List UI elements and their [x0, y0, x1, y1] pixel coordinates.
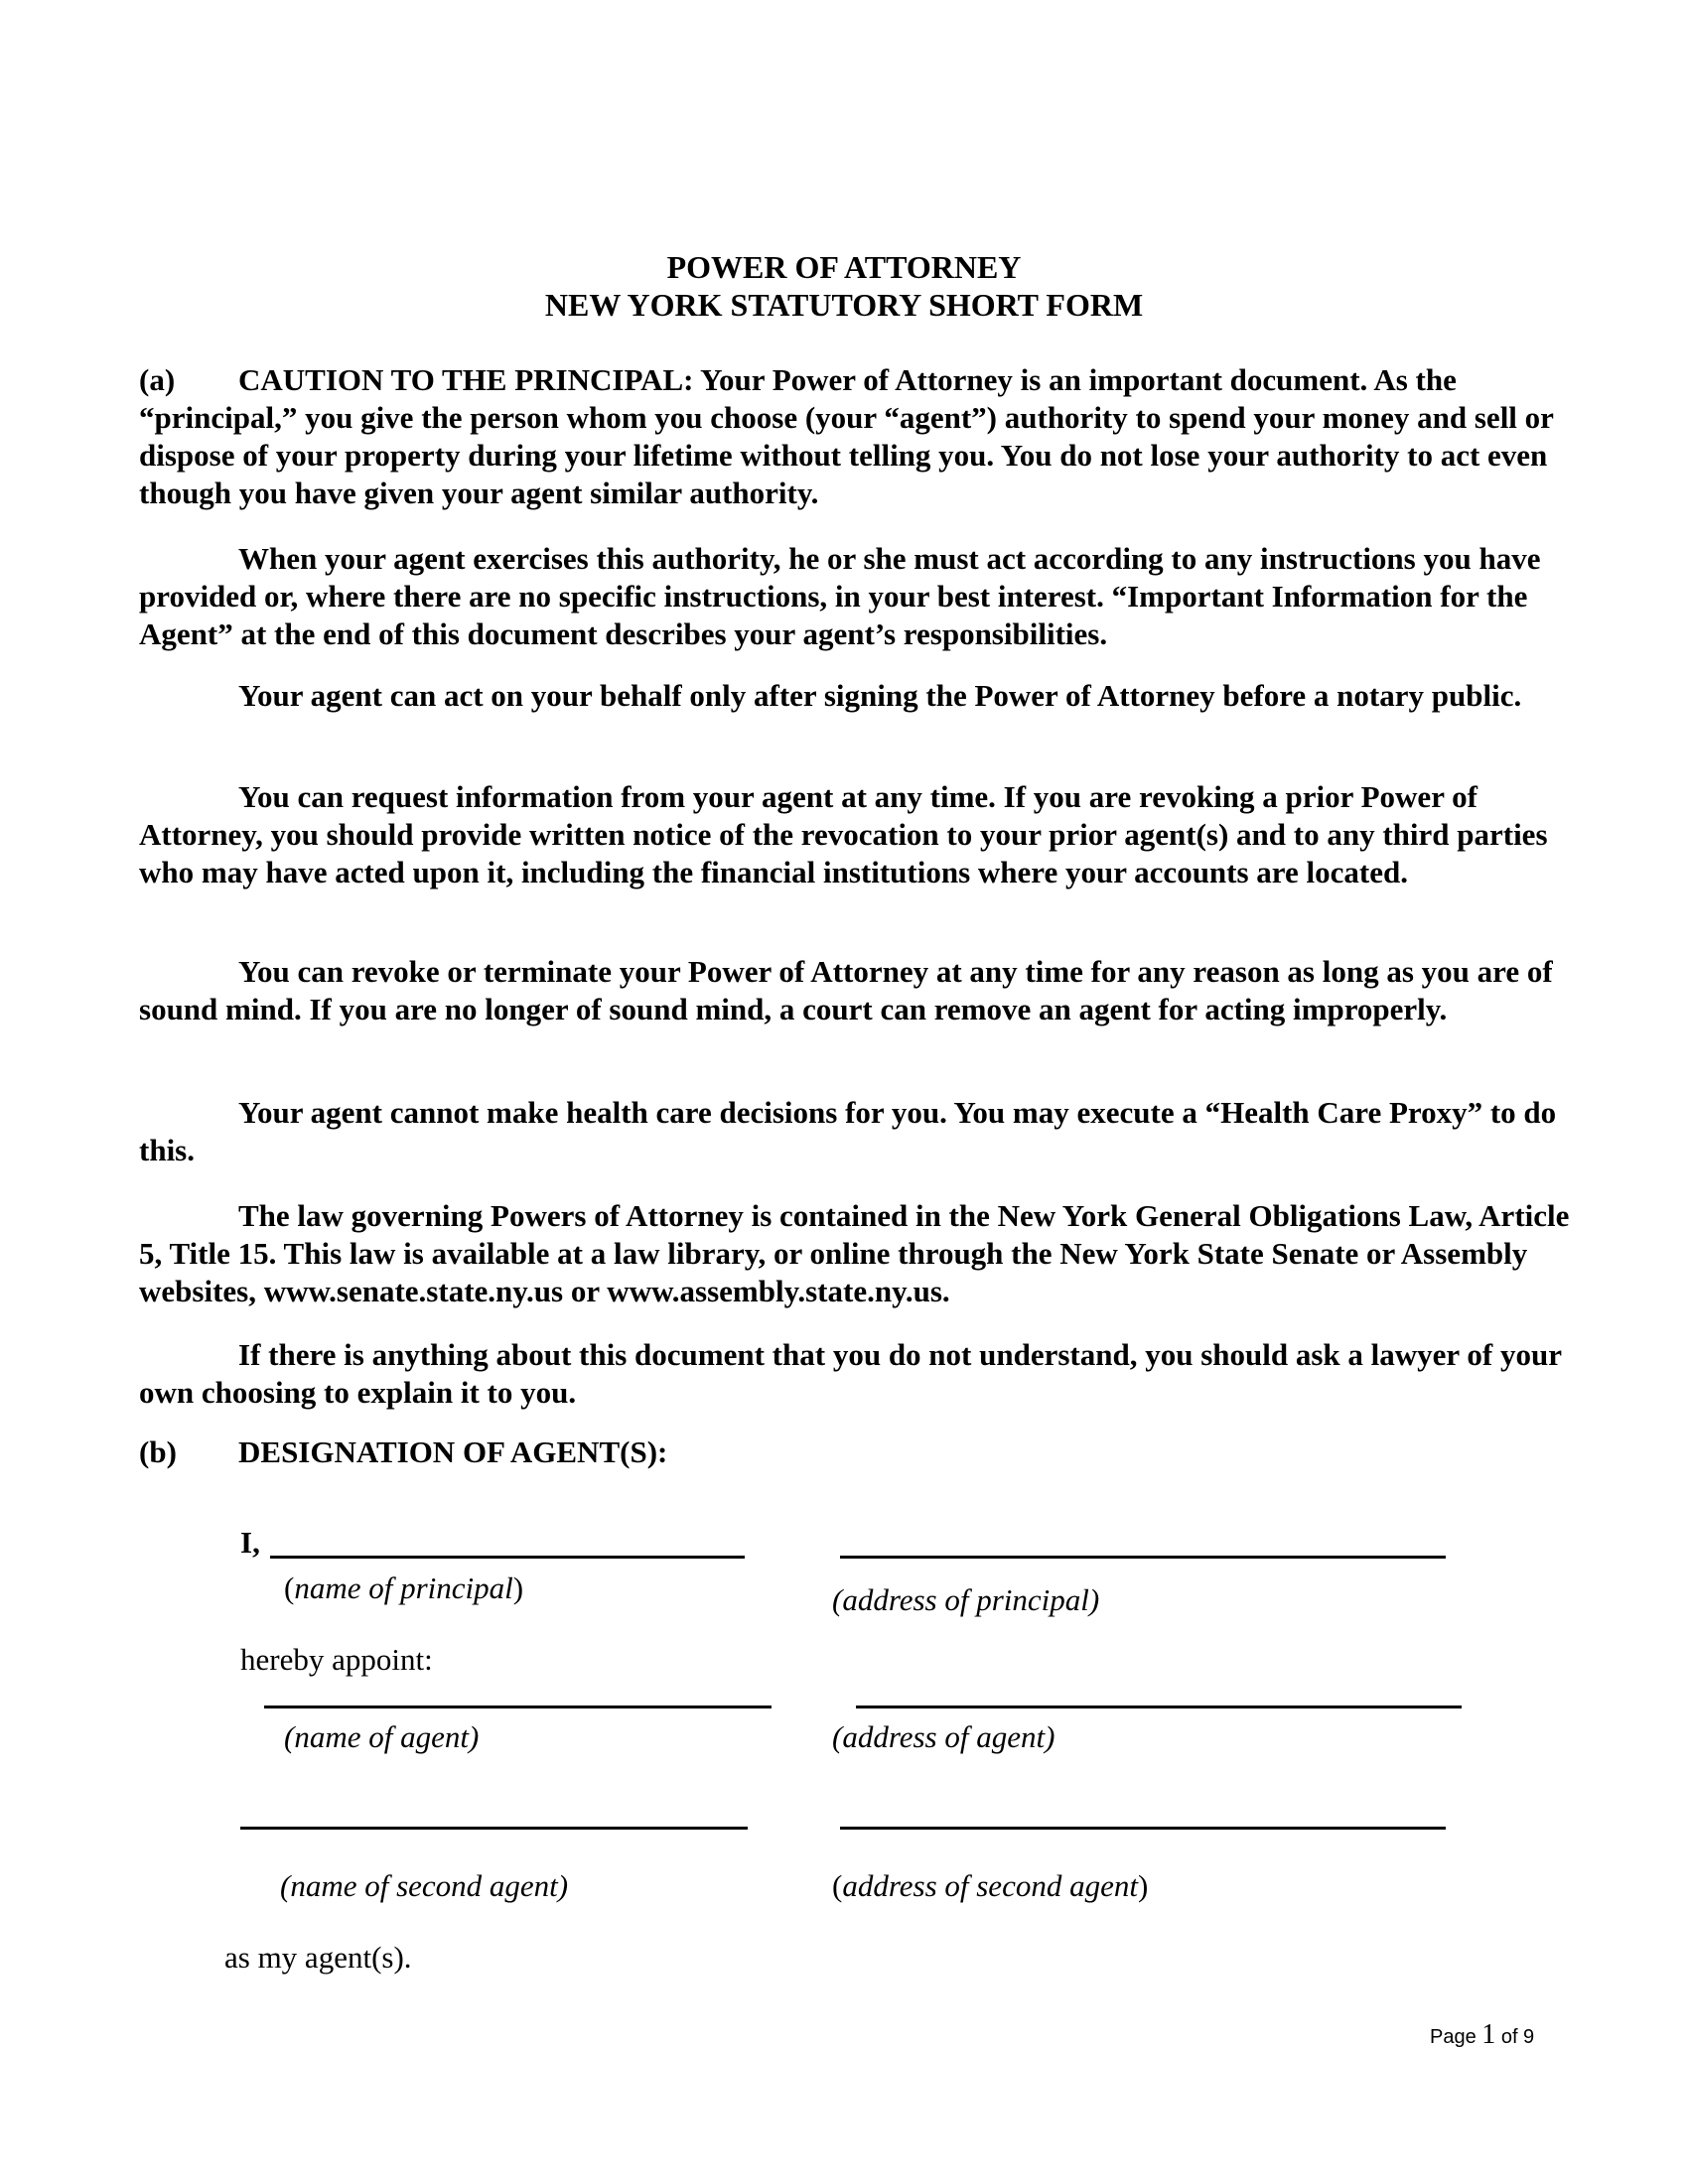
paragraph-request-information: You can request information from your agent at any time. If you are revoking a prior Power of Attorney, you should provide written notice of the revocation to your prior agent(s) and to any third parties who may have acted upon it, including the financial institutions where your accounts are located. [139, 779, 1548, 889]
document-title: POWER OF ATTORNEY [666, 249, 1022, 285]
principal-address-line[interactable] [840, 1556, 1446, 1559]
section-b-designation [139, 1433, 1589, 1471]
name-of-second-agent-label: (name of second agent) [280, 1868, 569, 1903]
paragraph-governing-law: The law governing Powers of Attorney is contained in the New York General Obligations Law, Article 5, Title 15. This law is available at a law library, or online through the New York State Senate or Assembly websites, www.senate.state.ny.us or www.assembly.state.ny.us. [139, 1198, 1570, 1308]
section-a-caution [139, 361, 1589, 512]
name-of-agent-label: (name of agent) [284, 1719, 480, 1754]
agent-name-line[interactable] [264, 1706, 772, 1708]
document-subtitle: NEW YORK STATUTORY SHORT FORM [544, 287, 1144, 323]
paragraph-health-care: Your agent cannot make health care decisions for you. You may execute a “Health Care Proxy” to do this. [139, 1095, 1557, 1167]
address-of-second-agent-label: (address of second agent) [832, 1868, 1149, 1903]
agent-address-line[interactable] [856, 1706, 1462, 1708]
second-agent-address-line[interactable] [840, 1827, 1446, 1830]
principal-name-line[interactable] [270, 1556, 745, 1559]
name-of-principal-label: (name of principal) [284, 1570, 524, 1605]
i-prefix: I, [240, 1525, 260, 1560]
section-a-text: Your Power of Attorney is an important document. As the “principal,” you give the person whom you choose (your “agent”) authority to spend your money and sell or dispose of your property during your lifetime without telling you. You do not lose your authority to act even though you have given your agent similar authority. [139, 362, 1554, 510]
section-a-label: (a) [139, 362, 176, 397]
second-agent-name-line[interactable] [240, 1827, 748, 1830]
address-of-agent-label: (address of agent) [832, 1719, 1055, 1754]
hereby-appoint-text: hereby appoint: [240, 1642, 433, 1677]
address-of-principal-label: (address of principal) [832, 1582, 1100, 1617]
section-b-label: (b) [139, 1434, 177, 1469]
paragraph-ask-lawyer: If there is anything about this document that you do not understand, you should ask a lawyer of your own choosing to explain it to you. [139, 1337, 1562, 1410]
paragraph-revoke: You can revoke or terminate your Power of Attorney at any time for any reason as long as you are of sound mind. If you are no longer of sound mind, a court can remove an agent for acting improperly. [139, 954, 1553, 1026]
page-number: Page 1 of 9 [1430, 2019, 1535, 2050]
paragraph-agent-exercises-authority: When your agent exercises this authority, he or she must act according to any instructions you have provided or, where there are no specific instructions, in your best interest. “Important Information for the Agent” at the end of this document describes your agent’s responsibilities. [139, 541, 1541, 651]
paragraph-agent-notary: Your agent can act on your behalf only after signing the Power of Attorney before a notary public. [238, 678, 1522, 713]
as-my-agents-text: as my agent(s). [224, 1940, 412, 1975]
section-a-heading: CAUTION TO THE PRINCIPAL: [238, 362, 701, 397]
section-b-heading: DESIGNATION OF AGENT(S): [238, 1434, 668, 1469]
